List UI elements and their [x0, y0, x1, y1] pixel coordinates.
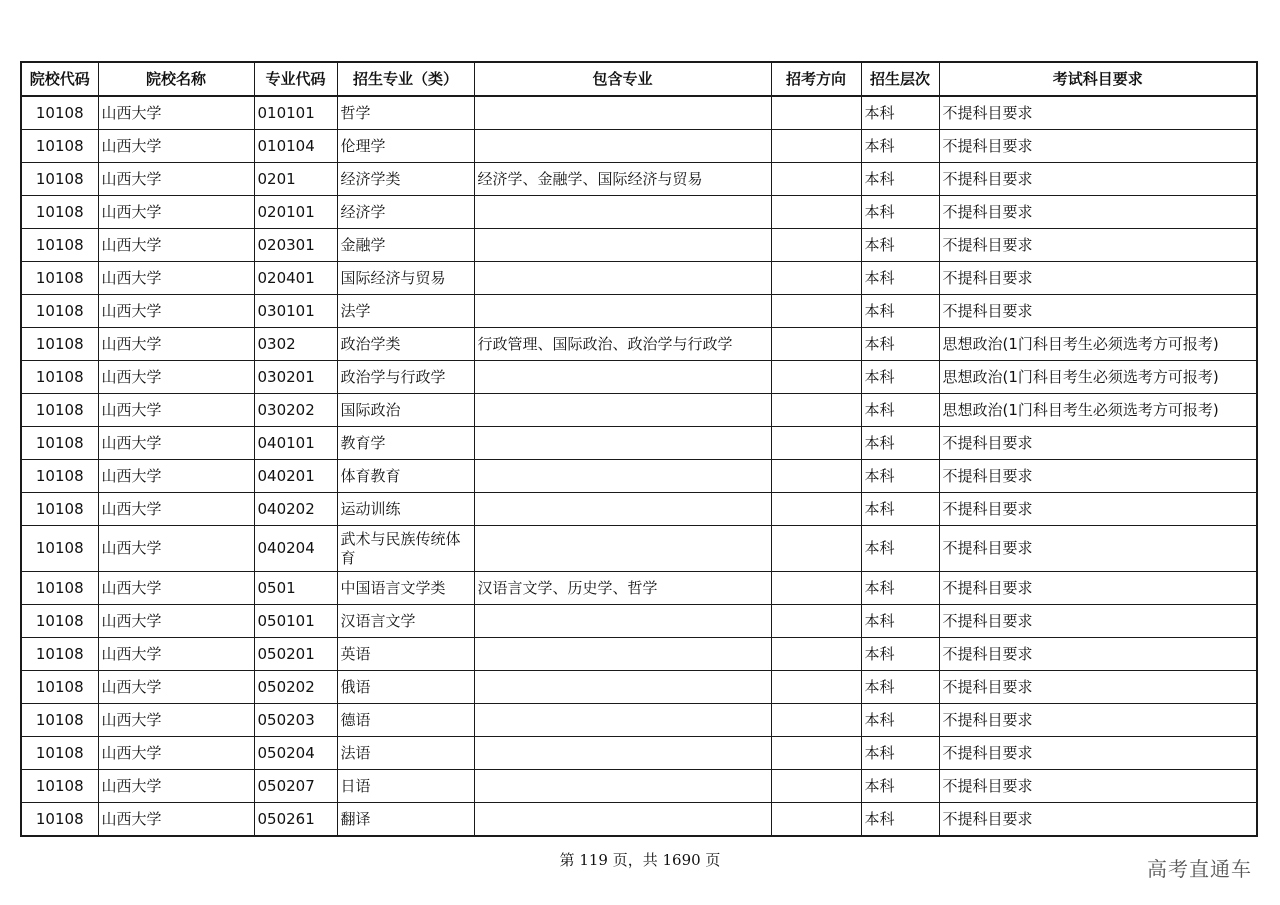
cell-school-name: 山西大学: [98, 460, 254, 493]
cell-included-majors: [474, 605, 771, 638]
cell-subject-requirement: 不提科目要求: [939, 295, 1257, 328]
cell-direction: [771, 361, 861, 394]
table-row: [21, 572, 1257, 605]
cell-level: 本科: [861, 96, 939, 130]
table-row: [21, 605, 1257, 638]
cell-subject-requirement: 不提科目要求: [939, 262, 1257, 295]
cell-subject-requirement: 不提科目要求: [939, 229, 1257, 262]
cell-major-code: 030202: [254, 394, 337, 427]
cell-direction: [771, 163, 861, 196]
cell-school-name: 山西大学: [98, 130, 254, 163]
table-row: [21, 737, 1257, 770]
header-major-code: 专业代码: [254, 62, 337, 96]
cell-level: 本科: [861, 526, 939, 572]
cell-included-majors: [474, 638, 771, 671]
cell-school-code: 10108: [21, 460, 98, 493]
cell-level: 本科: [861, 803, 939, 837]
cell-major: 政治学类: [337, 328, 474, 361]
cell-school-code: 10108: [21, 262, 98, 295]
cell-direction: [771, 96, 861, 130]
cell-major-code: 050204: [254, 737, 337, 770]
admission-requirements-table: [20, 61, 1258, 837]
cell-school-name: 山西大学: [98, 361, 254, 394]
cell-level: 本科: [861, 460, 939, 493]
cell-major: 教育学: [337, 427, 474, 460]
cell-school-code: 10108: [21, 526, 98, 572]
cell-major: 法语: [337, 737, 474, 770]
cell-level: 本科: [861, 737, 939, 770]
cell-school-code: 10108: [21, 803, 98, 837]
cell-major: 翻译: [337, 803, 474, 837]
cell-direction: [771, 493, 861, 526]
cell-subject-requirement: 不提科目要求: [939, 638, 1257, 671]
table-row: [21, 803, 1257, 837]
table-row: [21, 361, 1257, 394]
cell-school-name: 山西大学: [98, 262, 254, 295]
cell-major-code: 0501: [254, 572, 337, 605]
cell-subject-requirement: 思想政治(1门科目考生必须选考方可报考): [939, 328, 1257, 361]
cell-included-majors: 行政管理、国际政治、政治学与行政学: [474, 328, 771, 361]
cell-school-code: 10108: [21, 361, 98, 394]
table-row: [21, 130, 1257, 163]
cell-subject-requirement: 不提科目要求: [939, 196, 1257, 229]
cell-subject-requirement: 不提科目要求: [939, 96, 1257, 130]
cell-major-code: 050207: [254, 770, 337, 803]
cell-direction: [771, 328, 861, 361]
table-row: [21, 671, 1257, 704]
cell-subject-requirement: 不提科目要求: [939, 737, 1257, 770]
cell-major: 经济学: [337, 196, 474, 229]
cell-school-name: 山西大学: [98, 526, 254, 572]
cell-school-code: 10108: [21, 671, 98, 704]
cell-subject-requirement: 不提科目要求: [939, 460, 1257, 493]
cell-school-code: 10108: [21, 770, 98, 803]
cell-included-majors: [474, 361, 771, 394]
cell-included-majors: [474, 803, 771, 837]
cell-major-code: 020301: [254, 229, 337, 262]
cell-major: 国际经济与贸易: [337, 262, 474, 295]
cell-direction: [771, 427, 861, 460]
cell-level: 本科: [861, 130, 939, 163]
cell-subject-requirement: 不提科目要求: [939, 671, 1257, 704]
cell-school-code: 10108: [21, 493, 98, 526]
cell-level: 本科: [861, 163, 939, 196]
cell-major: 德语: [337, 704, 474, 737]
cell-school-name: 山西大学: [98, 394, 254, 427]
cell-direction: [771, 295, 861, 328]
cell-subject-requirement: 思想政治(1门科目考生必须选考方可报考): [939, 394, 1257, 427]
cell-included-majors: [474, 394, 771, 427]
header-major: 招生专业（类）: [337, 62, 474, 96]
cell-major: 俄语: [337, 671, 474, 704]
cell-included-majors: [474, 229, 771, 262]
cell-subject-requirement: 不提科目要求: [939, 526, 1257, 572]
cell-level: 本科: [861, 770, 939, 803]
cell-major: 伦理学: [337, 130, 474, 163]
table-row: [21, 460, 1257, 493]
cell-major-code: 010104: [254, 130, 337, 163]
cell-level: 本科: [861, 572, 939, 605]
cell-included-majors: [474, 737, 771, 770]
cell-major-code: 040204: [254, 526, 337, 572]
cell-school-name: 山西大学: [98, 96, 254, 130]
table-row: [21, 770, 1257, 803]
cell-school-name: 山西大学: [98, 163, 254, 196]
watermark-text: 高考直通车: [1147, 857, 1252, 881]
cell-level: 本科: [861, 229, 939, 262]
cell-level: 本科: [861, 295, 939, 328]
cell-direction: [771, 196, 861, 229]
table-row: [21, 526, 1257, 572]
table-row: [21, 638, 1257, 671]
cell-subject-requirement: 不提科目要求: [939, 605, 1257, 638]
cell-school-code: 10108: [21, 130, 98, 163]
cell-included-majors: [474, 295, 771, 328]
cell-included-majors: [474, 493, 771, 526]
table-row: [21, 704, 1257, 737]
cell-major-code: 050101: [254, 605, 337, 638]
cell-major: 法学: [337, 295, 474, 328]
cell-school-name: 山西大学: [98, 572, 254, 605]
header-school-code: 院校代码: [21, 62, 98, 96]
page-number: 第 119 页，共 1690 页: [559, 851, 721, 869]
cell-school-code: 10108: [21, 394, 98, 427]
cell-school-name: 山西大学: [98, 704, 254, 737]
cell-major-code: 0302: [254, 328, 337, 361]
cell-major: 哲学: [337, 96, 474, 130]
cell-school-code: 10108: [21, 572, 98, 605]
cell-level: 本科: [861, 671, 939, 704]
cell-level: 本科: [861, 262, 939, 295]
cell-school-name: 山西大学: [98, 229, 254, 262]
cell-major-code: 040201: [254, 460, 337, 493]
cell-school-name: 山西大学: [98, 196, 254, 229]
cell-school-name: 山西大学: [98, 493, 254, 526]
table-row: [21, 96, 1257, 130]
cell-major: 运动训练: [337, 493, 474, 526]
cell-direction: [771, 394, 861, 427]
cell-school-code: 10108: [21, 229, 98, 262]
table-row: [21, 328, 1257, 361]
cell-school-name: 山西大学: [98, 605, 254, 638]
cell-level: 本科: [861, 427, 939, 460]
cell-major-code: 040101: [254, 427, 337, 460]
cell-direction: [771, 130, 861, 163]
header-direction: 招考方向: [771, 62, 861, 96]
cell-school-code: 10108: [21, 605, 98, 638]
cell-major: 政治学与行政学: [337, 361, 474, 394]
cell-level: 本科: [861, 196, 939, 229]
cell-major: 体育教育: [337, 460, 474, 493]
cell-major-code: 050201: [254, 638, 337, 671]
table-body: [21, 96, 1257, 836]
header-subject-requirement: 考试科目要求: [939, 62, 1257, 96]
cell-major: 国际政治: [337, 394, 474, 427]
cell-major-code: 020401: [254, 262, 337, 295]
cell-school-name: 山西大学: [98, 328, 254, 361]
table-row: [21, 295, 1257, 328]
cell-subject-requirement: 不提科目要求: [939, 130, 1257, 163]
table-row: [21, 229, 1257, 262]
cell-included-majors: [474, 671, 771, 704]
cell-subject-requirement: 不提科目要求: [939, 572, 1257, 605]
cell-direction: [771, 572, 861, 605]
cell-direction: [771, 460, 861, 493]
cell-school-code: 10108: [21, 704, 98, 737]
cell-major-code: 040202: [254, 493, 337, 526]
cell-included-majors: [474, 427, 771, 460]
cell-level: 本科: [861, 704, 939, 737]
cell-direction: [771, 704, 861, 737]
cell-included-majors: 经济学、金融学、国际经济与贸易: [474, 163, 771, 196]
cell-major-code: 050261: [254, 803, 337, 837]
cell-included-majors: [474, 704, 771, 737]
cell-level: 本科: [861, 361, 939, 394]
cell-school-code: 10108: [21, 96, 98, 130]
cell-direction: [771, 229, 861, 262]
cell-major-code: 050202: [254, 671, 337, 704]
header-level: 招生层次: [861, 62, 939, 96]
cell-school-name: 山西大学: [98, 737, 254, 770]
cell-major: 经济学类: [337, 163, 474, 196]
cell-school-code: 10108: [21, 295, 98, 328]
cell-school-code: 10108: [21, 427, 98, 460]
cell-included-majors: [474, 130, 771, 163]
table-header-row: [21, 62, 1257, 96]
cell-subject-requirement: 思想政治(1门科目考生必须选考方可报考): [939, 361, 1257, 394]
cell-subject-requirement: 不提科目要求: [939, 493, 1257, 526]
table-row: [21, 394, 1257, 427]
cell-major-code: 030101: [254, 295, 337, 328]
cell-included-majors: [474, 460, 771, 493]
cell-included-majors: [474, 196, 771, 229]
cell-direction: [771, 638, 861, 671]
cell-level: 本科: [861, 328, 939, 361]
cell-direction: [771, 803, 861, 837]
cell-subject-requirement: 不提科目要求: [939, 427, 1257, 460]
cell-major: 汉语言文学: [337, 605, 474, 638]
cell-major: 中国语言文学类: [337, 572, 474, 605]
cell-level: 本科: [861, 493, 939, 526]
cell-major: 武术与民族传统体育: [337, 526, 474, 572]
table-row: [21, 493, 1257, 526]
header-included-majors: 包含专业: [474, 62, 771, 96]
cell-major: 日语: [337, 770, 474, 803]
cell-major-code: 020101: [254, 196, 337, 229]
cell-major-code: 0201: [254, 163, 337, 196]
cell-subject-requirement: 不提科目要求: [939, 704, 1257, 737]
cell-school-name: 山西大学: [98, 638, 254, 671]
cell-direction: [771, 526, 861, 572]
cell-direction: [771, 262, 861, 295]
cell-subject-requirement: 不提科目要求: [939, 163, 1257, 196]
cell-school-code: 10108: [21, 638, 98, 671]
cell-major-code: 030201: [254, 361, 337, 394]
cell-included-majors: [474, 96, 771, 130]
cell-included-majors: [474, 526, 771, 572]
cell-major: 金融学: [337, 229, 474, 262]
cell-school-code: 10108: [21, 328, 98, 361]
cell-school-name: 山西大学: [98, 295, 254, 328]
cell-included-majors: [474, 770, 771, 803]
cell-direction: [771, 770, 861, 803]
table-row: [21, 427, 1257, 460]
header-school-name: 院校名称: [98, 62, 254, 96]
cell-school-code: 10108: [21, 163, 98, 196]
cell-subject-requirement: 不提科目要求: [939, 770, 1257, 803]
cell-major-code: 050203: [254, 704, 337, 737]
cell-school-name: 山西大学: [98, 803, 254, 837]
table-row: [21, 262, 1257, 295]
cell-school-name: 山西大学: [98, 427, 254, 460]
cell-level: 本科: [861, 394, 939, 427]
cell-direction: [771, 605, 861, 638]
cell-school-code: 10108: [21, 196, 98, 229]
cell-school-code: 10108: [21, 737, 98, 770]
cell-level: 本科: [861, 605, 939, 638]
cell-major-code: 010101: [254, 96, 337, 130]
cell-direction: [771, 671, 861, 704]
cell-included-majors: [474, 262, 771, 295]
cell-major: 英语: [337, 638, 474, 671]
table-row: [21, 196, 1257, 229]
cell-subject-requirement: 不提科目要求: [939, 803, 1257, 837]
cell-included-majors: 汉语言文学、历史学、哲学: [474, 572, 771, 605]
cell-school-name: 山西大学: [98, 770, 254, 803]
cell-level: 本科: [861, 638, 939, 671]
cell-direction: [771, 737, 861, 770]
table-row: [21, 163, 1257, 196]
cell-school-name: 山西大学: [98, 671, 254, 704]
